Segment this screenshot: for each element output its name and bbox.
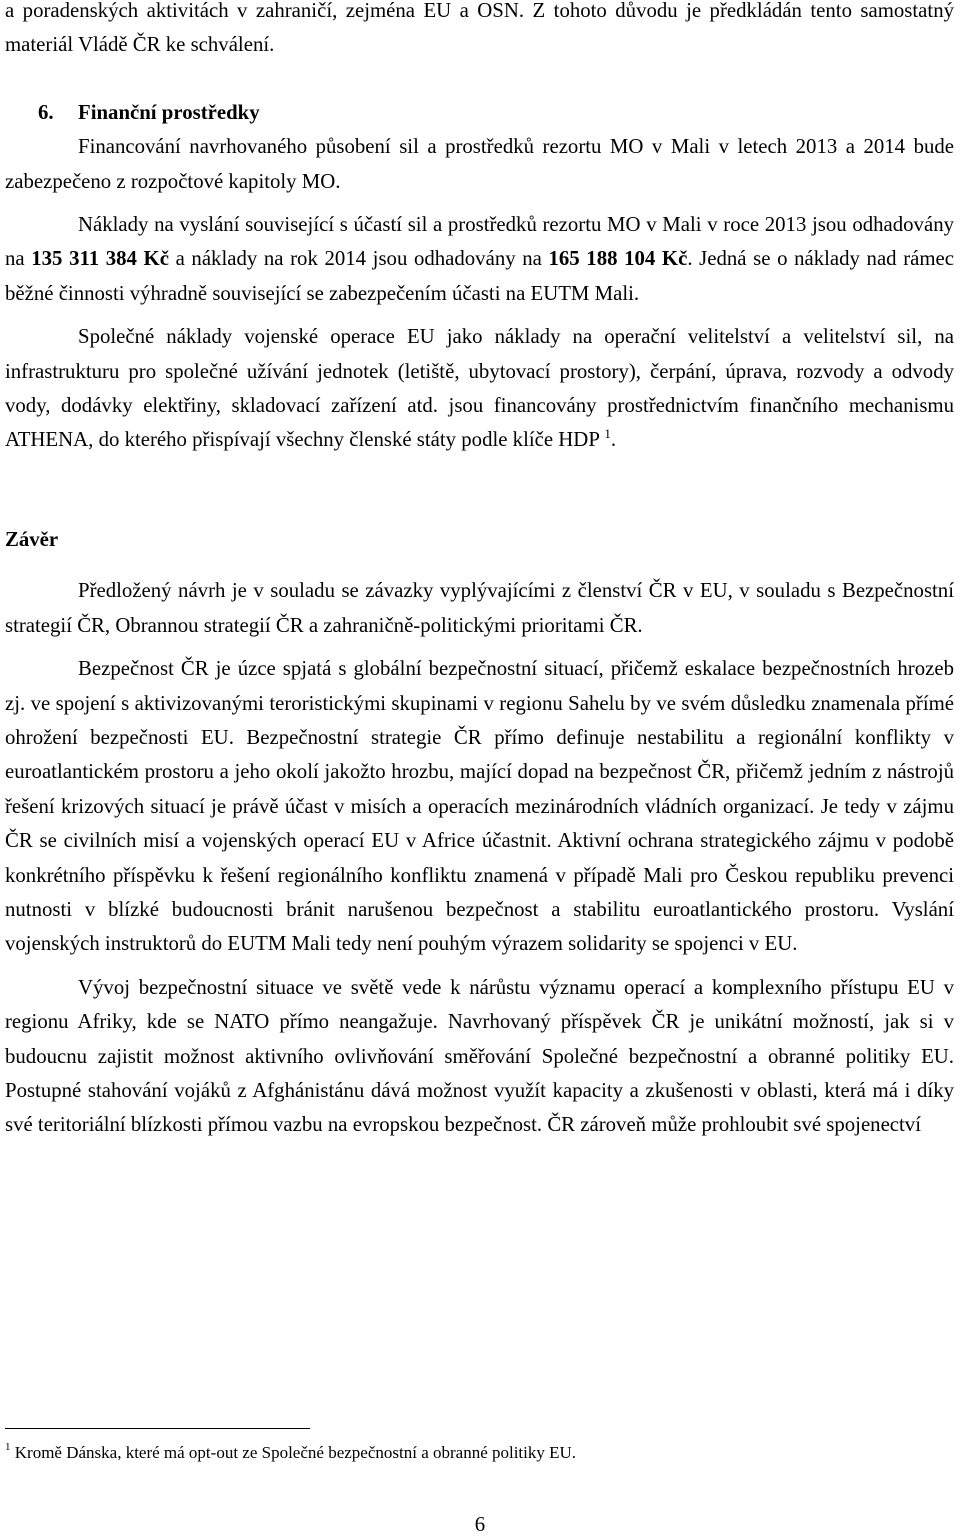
athena-paragraph — [5, 320, 954, 458]
costs-amount-2013: 135 311 384 Kč — [31, 247, 169, 271]
costs-text-2: a náklady na rok 2014 jsou odhadovány na — [168, 247, 549, 271]
athena-period: . — [610, 428, 617, 452]
footnote-number: 1 — [5, 1441, 11, 1453]
costs-text-3: . Jedná se o náklady nad rámec běžné činnosti výhradně související se zabezpečením účasti na EUTM Mali. — [5, 247, 954, 305]
costs-text-1: Náklady na vyslání související s účastí sil a prostředků rezortu MO v Mali v roce 2013 jsou odhadovány na — [5, 213, 954, 271]
intro-paragraph: a poradenských aktivitách v zahraničí, zejména EU a OSN. Z tohoto důvodu je předkládán tento samostatný materiál Vládě ČR ke schválení. — [5, 0, 954, 57]
page-number: 6 — [474, 1513, 486, 1536]
conclusion-paragraph-3: Vývoj bezpečnostní situace ve světě vede k nárůstu významu operací a komplexního přístupu EU v regionu Afriky, kde se NATO přímo neangažuje. Navrhovaný příspěvek ČR je unikátní možností, jak si v budoucnu zajistit možnost aktivního ovlivňování směřování Společné bezpečnostní a obranné politiky EU. Postupné stahování vojáků z Afghánistánu dává možnost využít kapacity a zkušenosti v oblasti, která má i díky své teritoriální blízkosti přímou vazbu na evropskou bezpečnost. ČR zároveň může prohloubit své spojenectví — [5, 975, 954, 1137]
section-heading-financni-prostredky — [5, 96, 954, 130]
costs-paragraph — [5, 208, 954, 311]
athena-text: Společné náklady vojenské operace EU jako náklady na operační velitelství a velitelství sil, na infrastrukturu pro společné užívání jednotek (letiště, ubytovací prostory), čerpání, úprava, rozvody a odvody vody, dodávky elektřiny, skladovací zařízení atd. jsou financovány prostřednictvím finančního mechanismu ATHENA, do kterého přispívají všechny členské státy podle klíče HDP — [5, 325, 954, 452]
conclusion-paragraph-2: Bezpečnost ČR je úzce spjatá s globální bezpečnostní situací, přičemž eskalace bezpečnostních hrozeb zj. ve spojení s aktivizovanými teroristickými skupinami v regionu Sahelu by ve svém důsledku znamenala přímé ohrožení bezpečnosti EU. Bezpečnostní strategie ČR přímo definuje nestabilitu a regionální konflikty v euroatlantickém prostoru a jeho okolí jakožto hrozbu, mající dopad na bezpečnost ČR, přičemž jedním z nástrojů řešení krizových situací je právě účast v misích a operacích mezinárodních vládních organizací. Je tedy v zájmu ČR se civilních misí a vojenských operací EU v Africe účastnit. Aktivní ochrana strategického zájmu v podobě konkrétního příspěvku k řešení regionálního konfliktu znamená v případě Mali pro Českou republiku prevenci nutnosti v blízké budoucnosti bránit narušenou bezpečnost a stabilitu euroatlantického prostoru. Vyslání vojenských instruktorů do EUTM Mali tedy není pouhým výrazem solidarity se spojenci v EU. — [5, 657, 954, 956]
section-title: Finanční prostředky — [78, 100, 260, 124]
footnote-text: Kromě Dánska, které má opt-out ze Společné bezpečnostní a obranné politiky EU. — [14, 1443, 577, 1462]
section-heading-zaver: Závěr — [5, 527, 59, 551]
section-number: 6. — [38, 100, 54, 124]
footnote — [5, 1440, 576, 1466]
financing-paragraph: Financování navrhovaného působení sil a prostředků rezortu MO v Mali v letech 2013 a 2014 bude zabezpečeno z rozpočtové kapitoly MO. — [5, 135, 954, 193]
conclusion-paragraph-1: Předložený návrh je v souladu se závazky vyplývajícími z členství ČR v EU, v souladu s Bezpečnostní strategií ČR, Obrannou strategií ČR a zahraničně-politickými prioritami ČR. — [5, 579, 954, 637]
document-page — [5, 0, 954, 1143]
footnote-reference[interactable]: 1 — [604, 426, 611, 442]
costs-amount-2014: 165 188 104 Kč — [548, 247, 688, 271]
footnote-divider — [5, 1428, 310, 1429]
